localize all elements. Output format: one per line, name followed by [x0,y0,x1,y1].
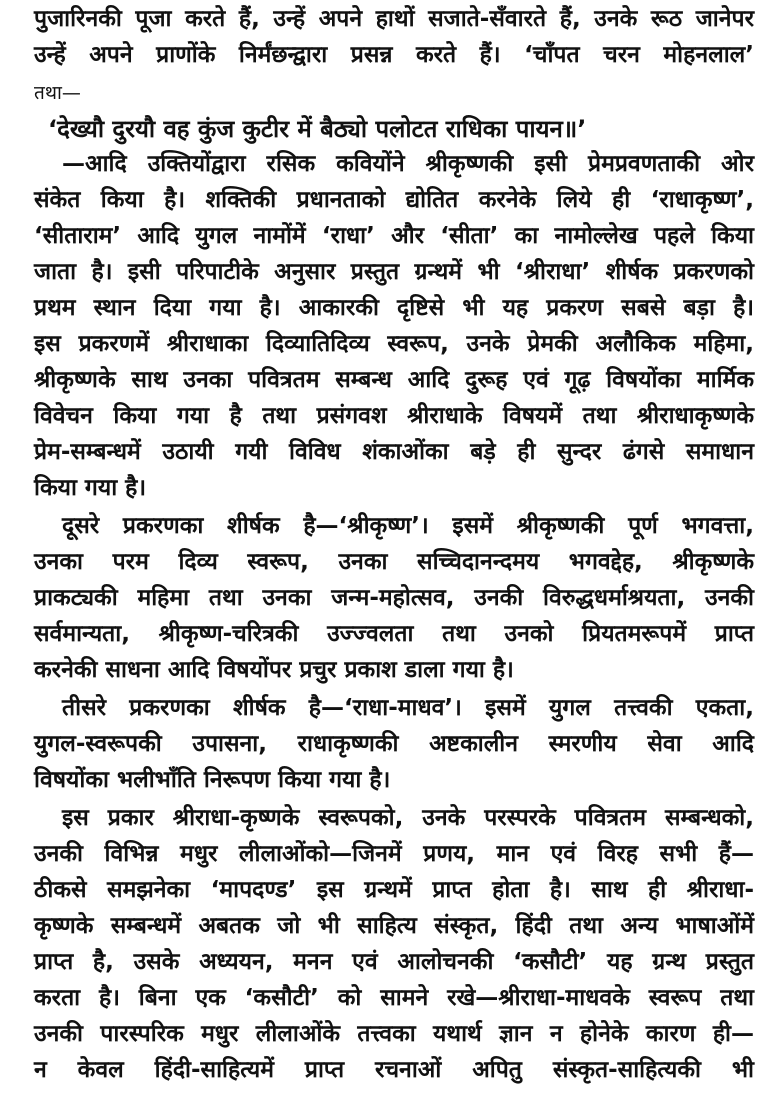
text-line: विवेचन किया गया है तथा प्रसंगवश श्रीराधाके विषयमें तथा श्रीराधाकृष्णके [34,403,754,429]
text-line: युगल-स्वरूपकी उपासना, राधाकृष्णकी अष्टकालीन स्मरणीय सेवा आदि [34,731,754,757]
text-line: श्रीकृष्णके साथ उनका पवित्रतम सम्बन्ध आदि दुरूह एवं गूढ़ विषयोंका मार्मिक [34,367,754,393]
text-line: —आदि उक्तियोंद्वारा रसिक कवियोंने श्रीकृष्णकी इसी प्रेमप्रवणताकी ओर [62,151,754,177]
text-line: दूसरे प्रकरणका शीर्षक है—‘श्रीकृष्ण’। इसमें श्रीकृष्णकी पूर्ण भगवत्ता, [62,513,754,539]
text-line: तथा— [34,82,81,104]
text-line: उनकी पारस्परिक मधुर लीलाओंके तत्त्वका यथार्थ ज्ञान न होनेके कारण ही— [34,1021,754,1047]
text-line: उन्हें अपने प्राणोंके निर्मंछन्द्वारा प्रसन्न करते हैं। ‘चाँपत चरन मोहनलाल’ [34,42,754,68]
text-line: न केवल हिंदी-साहित्यमें प्राप्त रचनाओं अपितु संस्कृत-साहित्यकी भी [34,1057,754,1083]
text-line: तीसरे प्रकरणका शीर्षक है—‘राधा-माधव’। इसमें युगल तत्त्वकी एकता, [62,695,754,721]
text-line: प्राप्त है, उसके अध्ययन, मनन एवं आलोचनकी ‘कसौटी’ यह ग्रन्थ प्रस्तुत [34,949,754,975]
text-line: ठीकसे समझनेका ‘मापदण्ड’ इस ग्रन्थमें प्राप्त होता है। साथ ही श्रीराधा- [34,877,754,903]
text-line: ‘सीताराम’ आदि युगल नामोंमें ‘राधा’ और ‘सीता’ का नामोल्लेख पहले किया [34,223,754,249]
text-line: उनका परम दिव्य स्वरूप, उनका सच्चिदानन्दमय भगवद्देह, श्रीकृष्णके [34,549,754,575]
text-line: इस प्रकार श्रीराधा-कृष्णके स्वरूपको, उनके परस्परके पवित्रतम सम्बन्धको, [62,805,754,831]
text-line: प्रथम स्थान दिया गया है। आकारकी दृष्टिसे भी यह प्रकरण सबसे बड़ा है। [34,295,754,321]
text-line: करनेकी साधना आदि विषयोंपर प्रचुर प्रकाश डाला गया है। [34,657,514,683]
text-line: संकेत किया है। शक्तिकी प्रधानताको द्योतित करनेके लिये ही ‘राधाकृष्ण’, [34,187,754,213]
text-line: प्रेम-सम्बन्धमें उठायी गयी विविध शंकाओंका बड़े ही सुन्दर ढंगसे समाधान [34,439,754,465]
text-line: सर्वमान्यता, श्रीकृष्ण-चरित्रकी उज्ज्वलता तथा उनको प्रियतमरूपमें प्राप्त [34,621,754,647]
text-line: पुजारिनकी पूजा करते हैं, उन्हें अपने हाथों सजाते-सँवारते हैं, उनके रूठ जानेपर [34,6,754,32]
text-line: करता है। बिना एक ‘कसौटी’ को सामने रखे—श्रीराधा-माधवके स्वरूप तथा [34,985,754,1011]
text-line: उनकी विभिन्न मधुर लीलाओंको—जिनमें प्रणय, मान एवं विरह सभी हैं— [34,841,754,867]
text-line: प्राकट्यकी महिमा तथा उनका जन्म-महोत्सव, उनकी विरुद्धधर्माश्रयता, उनकी [34,585,754,611]
text-line: कृष्णके सम्बन्धमें अबतक जो भी साहित्य संस्कृत, हिंदी तथा अन्य भाषाओंमें [34,913,754,939]
text-line: विषयोंका भलीभाँति निरूपण किया गया है। [34,767,391,793]
text-line: जाता है। इसी परिपाटीके अनुसार प्रस्तुत ग्रन्थमें भी ‘श्रीराधा’ शीर्षक प्रकरणको [34,259,754,285]
text-line: किया गया है। [34,475,147,501]
text-line: इस प्रकरणमें श्रीराधाका दिव्यातिदिव्य स्वरूप, उनके प्रेमकी अलौकिक महिमा, [34,331,754,357]
verse-quote: ‘देख्यौ दुरयौ वह कुंज कुटीर में बैठ्यो पलोटत राधिका पायन॥’ [48,115,587,143]
